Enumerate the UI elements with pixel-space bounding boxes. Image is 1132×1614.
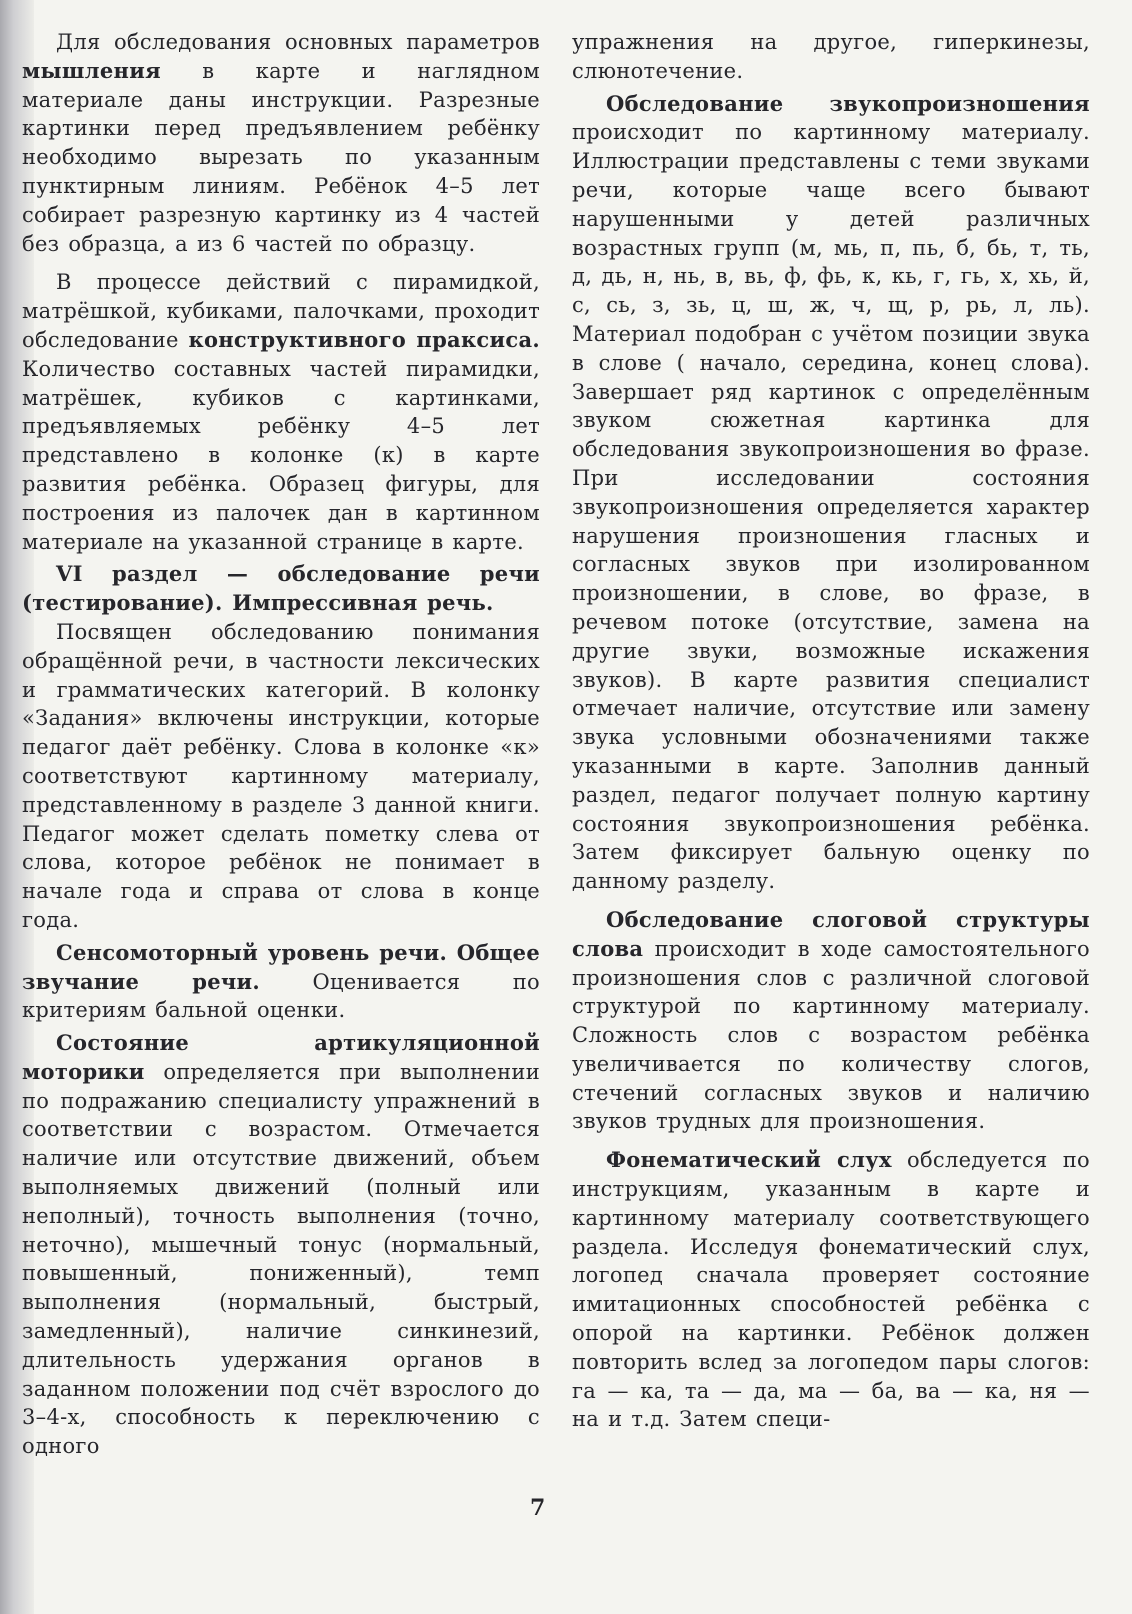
- paragraph-constructive-praxis: [22, 268, 540, 556]
- bold-term: Обследование звукопроизношения: [606, 90, 1090, 116]
- paragraph-impressive-speech: [22, 618, 540, 935]
- paragraph-sound-pronunciation: [572, 90, 1090, 896]
- text-run: обследуется по инструкциям, указанным в карте и картинному материалу соответствующего раздела. Исследуя фонематический слух, логопед сначала проверяет состояние имитационных способностей ребёнка с опорой на картинки. Ребёнок должен повторить вслед за логопедом пары слогов: га — ка, та — да, ма — ба, ва — ка, ня — на и т.д. Затем специ-: [572, 1148, 1090, 1432]
- text-run: определяется при выполнении по подражанию специалисту упражнений в соответствии с возрастом. Отмечается наличие или отсутствие движений, объем выполняемых движений (полный или неполный), точность выполнения (точно, неточно), мышечный тонус (нормальный, повышенный, пониженный), темп выполнения (нормальный, быстрый, замедленный), наличие синкинезий, длительность удержания органов в заданном положении под счёт взрослого до 3–4-х, способность к переключению с одного: [22, 1059, 540, 1459]
- paragraph-sensomotor: [22, 939, 540, 1025]
- bold-term: мышления: [22, 57, 161, 83]
- text-run: происходит по картинному материалу. Иллюстрации представлены с теми звуками речи, которые чаще всего бывают нарушенными у детей различных возрастных групп (м, мь, п, пь, б, бь, т, ть, д, дь, н, нь, в, вь, ф, фь, к, кь, г, гь, х, хь, й, с, сь, з, зь, ц, ш, ж, ч, щ, р, рь, л, ль). Материал подобран с учётом позиции звука в слове ( начало, середина, конец слова). Завершает ряд картинок с определённым звуком сюжетная картинка для обследования звукопроизношения во фразе. При исследовании состояния звукопроизношения определяется характер нарушения произношения гласных и согласных звуков при изолированном произношении, в слове, во фразе, в речевом потоке (отсутствие, замена на другие звуки, возможные искажения звуков). В карте развития специалист отмечает наличие, отсутствие или замену звука условными обозначениями также указанными в карте. Заполнив данный раздел, педагог получает полную картину состояния звукопроизношения ребёнка. Затем фиксирует бальную оценку по данному разделу.: [572, 120, 1090, 894]
- bold-term: Состояние артикуляционной моторики: [22, 1030, 540, 1084]
- text-run: Количество составных частей пирамидки, матрёшек, кубиков с картинками, предъявляемых ребёнку 4–5 лет представлено в колонке (к) в карте развития ребёнка. Образец фигуры, для построения из палочек дан в картинном материале на указанной странице в карте.: [22, 356, 540, 554]
- text-run: упражнения на другое, гиперкинезы, слюнотечение.: [572, 30, 1090, 83]
- section-heading-vi: [22, 560, 540, 618]
- paragraph-syllable-structure: [572, 906, 1090, 1136]
- left-column: [22, 28, 540, 1465]
- text-run: в карте и наглядном материале даны инструкции. Разрезные картинки перед предъявлением ребёнку необходимо вырезать по указанным пунктирным линиям. Ребёнок 4–5 лет собирает разрезную картинку из 4 частей без образца, а из 6 частей по образцу.: [22, 58, 540, 256]
- page-number: 7: [530, 1495, 546, 1521]
- text-run: Для обследования основных параметров: [56, 30, 540, 54]
- bold-term: Обследование слоговой структуры слова: [572, 906, 1090, 961]
- text-run: происходит в ходе самостоятельного произношения слов с различной слоговой структурой по картинному материалу. Сложность слов с возрастом ребёнка увеличивается по количеству слогов, стечений согласных звуков и наличию звуков трудных для произношения.: [572, 936, 1090, 1134]
- paragraph-thinking: [22, 28, 540, 258]
- paragraph-continuation: [572, 28, 1090, 86]
- paragraph-phonemic-hearing: [572, 1146, 1090, 1434]
- book-page: [22, 28, 1112, 1548]
- text-run: Посвящен обследованию понимания обращённой речи, в частности лексических и грамматических категорий. В колонку «Задания» включены инструкции, которые педагог даёт ребёнку. Слова в колонке «к» соответствуют картинному материалу, представленному в разделе 3 данной книги. Педагог может сделать пометку слева от слова, которое ребёнок не понимает в начале года и справа от слова в конце года.: [22, 619, 540, 932]
- bold-term: VI раздел — обследование речи (тестирование). Импрессивная речь.: [22, 561, 540, 616]
- bold-term: конструктивного праксиса.: [188, 326, 540, 352]
- text-run: В процессе действий с пирамидкой, матрёшкой, кубиками, палочками, проходит обследование: [22, 270, 540, 352]
- bold-term: Сенсомоторный уровень речи. Общее звучание речи.: [22, 939, 540, 994]
- bold-term: Фонематический слух: [606, 1147, 892, 1173]
- text-run: Оценивается по критериям бальной оценки.: [22, 969, 540, 1023]
- right-column: [572, 28, 1090, 1438]
- paragraph-articulation: [22, 1029, 540, 1461]
